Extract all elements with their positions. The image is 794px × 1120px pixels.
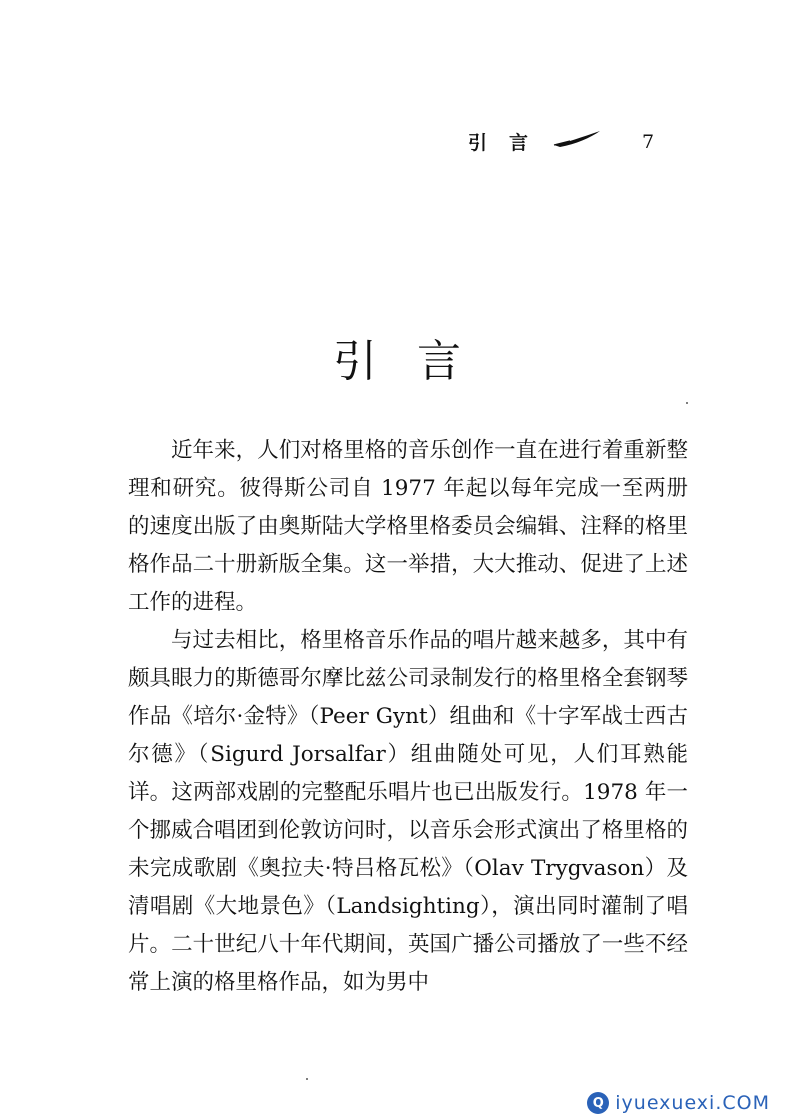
scan-speck	[306, 1078, 308, 1080]
site-watermark	[587, 1092, 770, 1114]
scan-speck	[686, 402, 688, 404]
running-header-title: 引言	[468, 132, 551, 154]
chapter-title: 引言	[333, 336, 501, 388]
paragraph-2: 与过去相比，格里格音乐作品的唱片越来越多，其中有颇具眼力的斯德哥尔摩比兹公司录制发行的格里格全套钢琴作品《培尔·金特》（Peer Gynt）组曲和《十字军战士西古尔德》（Sigurd Jorsalfar）组曲随处可见，人们耳熟能详。这两部戏剧的完整配乐唱片也已出版发行。1978 年一个挪威合唱团到伦敦访问时，以音乐会形式演出了格里格的未完成歌剧《奥拉夫·特吕格瓦松》（Olav Trygvason）及清唱剧《大地景色》（Landsighting），演出同时灌制了唱片。二十世纪八十年代期间，英国广播公司播放了一些不经常上演的格里格作品，如为男中	[128, 628, 688, 995]
paragraph-1: 近年来，人们对格里格的音乐创作一直在进行着重新整理和研究。彼得斯公司自 1977 年起以每年完成一至两册的速度出版了由奥斯陆大学格里格委员会编辑、注释的格里格作品二十册新版全集。这一举措，大大推动、促进了上述工作的进程。	[128, 438, 688, 615]
page-number: 7	[642, 130, 655, 153]
body-text	[128, 432, 688, 1002]
watermark-logo-icon: Q	[587, 1092, 609, 1114]
running-header	[468, 128, 654, 155]
watermark-text: iyuexuexi.COM	[615, 1092, 770, 1114]
quill-ornament-icon	[552, 129, 602, 154]
